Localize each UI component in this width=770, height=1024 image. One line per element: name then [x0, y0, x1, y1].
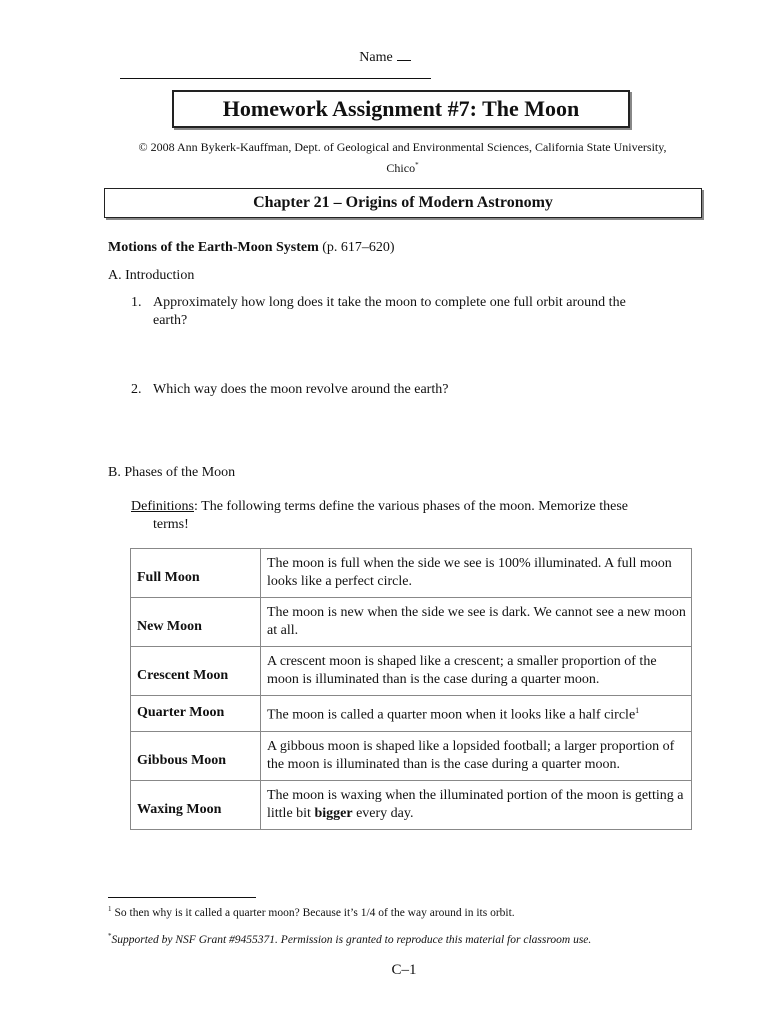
footnote-1-text: So then why is it called a quarter moon? Because it’s 1/4 of the way around in its orbit. [114, 906, 515, 919]
phase-definition-post: every day. [352, 805, 414, 821]
assignment-title [172, 90, 630, 128]
assignment-title-text: Homework Assignment #7: The Moon [222, 96, 580, 121]
table-row [131, 780, 692, 829]
name-field-line [0, 48, 770, 66]
table-row [131, 598, 692, 647]
phase-definition-text: The moon is called a quarter moon when it looks like a half circle [267, 707, 636, 723]
chapter-heading [104, 188, 702, 218]
footnote-1-mark: 1 [108, 905, 112, 913]
question-1-line-1: Approximately how long does it take the moon to complete one full orbit around the [153, 295, 626, 310]
phase-term: Crescent Moon [131, 647, 261, 696]
moon-phases-table [130, 548, 692, 830]
phase-definition: The moon is new when the side we see is dark. We cannot see a new moon at all. [261, 598, 692, 647]
name-underline [120, 78, 431, 79]
footnote-2-text: Supported by NSF Grant #9455371. Permission is granted to reproduce this material for classroom use. [111, 933, 592, 946]
definitions-text: : The following terms define the various phases of the moon. Memorize these [194, 499, 629, 514]
footnote-1 [108, 905, 515, 919]
footnote-ref: 1 [635, 706, 640, 715]
table-row [131, 731, 692, 780]
table-row [131, 647, 692, 696]
question-1-number: 1. [131, 295, 142, 310]
part-a-heading: A. Introduction [108, 268, 195, 283]
table-row [131, 696, 692, 732]
definitions-intro [131, 498, 691, 534]
section-heading-bold: Motions of the Earth-Moon System [108, 240, 319, 255]
name-label: Name [359, 50, 393, 65]
question-2 [131, 381, 691, 399]
phase-definition: The moon is full when the side we see is 100% illuminated. A full moon looks like a perfect circle. [261, 549, 692, 598]
section-heading-pages: (p. 617–620) [318, 240, 395, 255]
copyright-line-2: Chico [386, 161, 416, 175]
question-2-text: Which way does the moon revolve around the earth? [153, 382, 449, 397]
phase-definition [261, 780, 692, 829]
phase-definition [261, 696, 692, 732]
phase-term: Full Moon [131, 549, 261, 598]
phase-term: Waxing Moon [131, 780, 261, 829]
copyright-mark: * [415, 161, 419, 169]
part-b-heading: B. Phases of the Moon [108, 465, 236, 480]
phase-definition: A gibbous moon is shaped like a lopsided football; a larger proportion of the moon is illuminated than is the case during a quarter moon. [261, 731, 692, 780]
copyright-line-1: © 2008 Ann Bykerk-Kauffman, Dept. of Geological and Environmental Sciences, California State University, [138, 140, 667, 154]
phase-term: Quarter Moon [131, 696, 261, 732]
question-1-line-2: earth? [153, 313, 188, 328]
copyright-notice [110, 138, 695, 177]
footnote-2-mark: * [108, 932, 112, 940]
section-heading [108, 240, 395, 256]
chapter-title: Chapter 21 – Origins of Modern Astronomy [253, 194, 553, 211]
phase-definition-bold: bigger [314, 805, 353, 821]
phase-definition-pre: The moon is waxing when the illuminated portion of the moon is getting a little bit [267, 787, 684, 821]
definitions-label: Definitions [131, 499, 194, 514]
question-1 [131, 294, 691, 330]
phase-term: New Moon [131, 598, 261, 647]
page-number: C–1 [391, 962, 417, 978]
phase-definition: A crescent moon is shaped like a crescent; a smaller proportion of the moon is illuminated than is the case during a quarter moon. [261, 647, 692, 696]
table-row [131, 549, 692, 598]
phase-term: Gibbous Moon [131, 731, 261, 780]
definitions-text-2: terms! [153, 517, 189, 532]
footnote-2 [108, 932, 591, 946]
footnote-separator [108, 897, 256, 898]
question-2-number: 2. [131, 382, 142, 397]
name-blank[interactable] [397, 48, 411, 61]
